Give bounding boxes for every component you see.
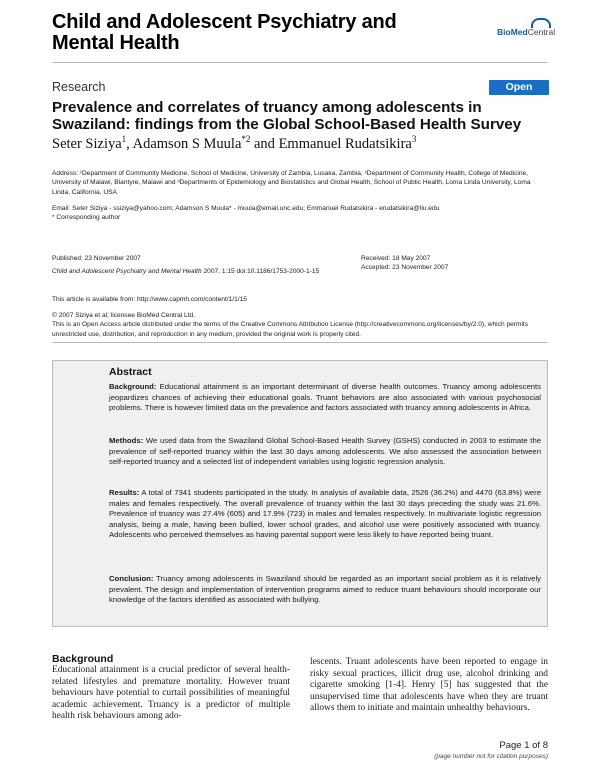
license-statement[interactable]: This is an Open Access article distributed under the terms of the Creative Commons Attribution License (http://creativecommons.org/licenses/by/2.0), which permits unrestricted use, distribution, and reproduction in any medium, provided the original work is properly cited. (52, 321, 529, 338)
biomed-central-logo[interactable] (497, 27, 555, 37)
journal-title-line1: Child and Adolescent Psychiatry and (52, 11, 397, 33)
availability-link[interactable]: This article is available from: http://www.capmh.com/content/1/1/15 (52, 296, 247, 303)
journal-title-line2: Mental Health (52, 32, 180, 54)
abstract-methods-head: Methods: (109, 436, 144, 445)
abstract-title: Abstract (109, 366, 152, 378)
page-number: Page 1 of 8 (499, 740, 548, 751)
citation-details: 2007, 1:15 doi:10.1186/1753-2000-1-15 (201, 268, 320, 276)
corresponding-author-note: * Corresponding author (52, 214, 121, 221)
abstract-background-head: Background: (109, 382, 157, 391)
journal-title (52, 12, 452, 54)
page-number-note: (page number not for citation purposes) (434, 753, 548, 760)
license-divider (52, 342, 548, 343)
copyright-line: © 2007 Siziya et al; licensee BioMed Central Ltd. (52, 312, 196, 319)
author-sep-1: , (126, 135, 133, 152)
copyright (52, 311, 548, 339)
abstract-results-text: A total of 7341 students participated in the study. In analysis of available data, 2526 (36.2%) and 4470 (63.8%) were males and females respectively. The overall prevalence of truancy within the last 30 days preceding the study was 21.6%. Prevalence of truancy was 27.4% (605) and 17.9% (723) in males and females respectively. In multivariate logistic regression analysis, being a male, having been bullied, lower school grades, and alcohol use were positively associated with truancy. Adolescents who perceived themselves as having parental support were less likely to have reported being truant. (109, 488, 541, 539)
background-heading: Background (52, 653, 114, 665)
author-list (52, 134, 416, 153)
published-date: Published: 23 November 2007 (52, 255, 141, 262)
author-3[interactable]: Emmanuel Rudatsikira (278, 135, 412, 152)
author-1-affil: 1 (121, 134, 127, 144)
open-access-badge[interactable]: Open Access (489, 80, 549, 95)
author-emails[interactable]: Email: Seter Siziya - ssiziya@yahoo.com; Adamson S Muula* - muula@email.unc.edu; Emmanuel Rudatsikira - erudatsikira@llu.edu (52, 205, 440, 212)
author-2-affil: *2 (241, 134, 251, 144)
abstract-results-head: Results: (109, 488, 140, 497)
section-label: Research (52, 80, 106, 94)
author-2[interactable]: Adamson S Muula (132, 135, 242, 152)
citation (52, 267, 337, 276)
abstract-conclusion-head: Conclusion: (109, 574, 154, 583)
author-1[interactable]: Seter Siziya (52, 135, 122, 152)
abstract-methods-text: We used data from the Swaziland Global School-Based Health Survey (GSHS) conducted in 2003 to estimate the prevalence of self-reported truancy within the last 30 days among adolescents. We also assessed the association between self-reported truancy and a selected list of independent variables using logistic regression analysis. (109, 436, 541, 466)
abstract-results (109, 488, 541, 541)
logo-biomed: BioMed (497, 27, 528, 37)
author-3-affil: 3 (411, 134, 417, 144)
abstract-conclusion (109, 574, 541, 606)
abstract-background (109, 382, 541, 414)
logo-central: Central (527, 27, 556, 37)
article-title: Prevalence and correlates of truancy among adolescents in Swaziland: findings from the Global School-Based Health Survey (52, 99, 522, 133)
abstract-background-text: Educational attainment is an important determinant of diverse health outcomes. Truancy among adolescents jeopardizes chances of achieving their educational goals. Truant behaviors are also associated with various psychosocial problems. There is however limited data on the prevalence and factors associated with truancy among adolescents in Africa. (109, 382, 541, 412)
abstract-methods (109, 436, 541, 468)
publication-info (52, 254, 337, 277)
citation-journal: Child and Adolescent Psychiatry and Mental Health (52, 268, 202, 276)
accepted-date: Accepted: 23 November 2007 (361, 264, 449, 272)
author-addresses: Address: ¹Department of Community Medicine, School of Medicine, University of Zambia, Lusaka, Zambia, ²Department of Community Health, College of Medicine, University of Malawi, Blantyre, Malawi and ³Departments of Epidemiology and Biostatistics and Global Health, School of Public Health, Loma Linda University, Loma Linda, California, USA (52, 170, 531, 196)
body-right-column: lescents. Truant adolescents have been reported to engage in risky sexual practices, illicit drug use, alcohol drinking and cigarette smoking [1-4]. Henry [5] has suggested that the unsupervised time that adolescents have when they are truant allows them to initiate and maintain unhealthy behaviours. (310, 657, 548, 713)
body-left-column: Educational attainment is a crucial predictor of several health-related lifestyles and premature mortality. However truant behaviours have potential to curtail possibilities of meaningful academic achievement. Truancy is a predictor of multiple health risk behaviours among ado- (52, 665, 290, 721)
dates-info (361, 254, 541, 273)
abstract-conclusion-text: Truancy among adolescents in Swaziland should be regarded as an important social problem as it is relatively prevalent. The design and implementation of intervention programs aimed to reduce truant behaviours should incorporate our knowledge of the factors identified as associated with bullying. (109, 574, 541, 604)
received-date: Received: 18 May 2007 (361, 255, 431, 262)
header-divider (52, 62, 548, 63)
author-sep-2: and (250, 135, 279, 152)
